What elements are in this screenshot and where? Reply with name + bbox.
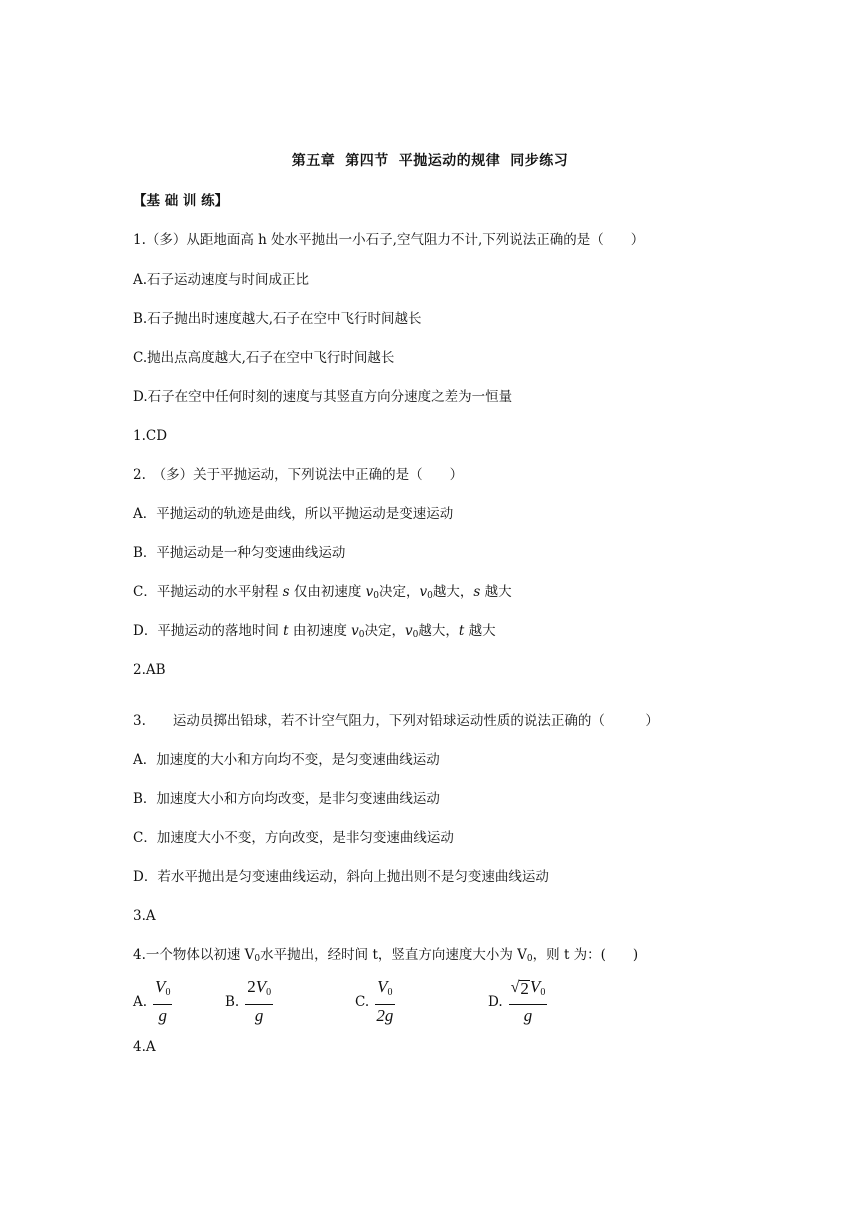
kind-label: 同步练习 [510,153,569,169]
q3-option-c: C．加速度大小不变，方向改变，是非匀变速曲线运动 [133,830,454,846]
q4-option-c-fraction [375,977,394,1027]
q2-option-c [133,583,512,605]
q2-option-d [133,622,496,644]
q1-option-d: D.石子在空中任何时刻的速度与其竖直方向分速度之差为一恒量 [133,389,513,405]
q4-stem-sub-2: 0 [526,954,533,964]
q2-d-sub: 0 [358,630,365,640]
q4-option-a-fraction [153,977,172,1027]
q4-option-b-label: B. [225,994,240,1010]
q2-c-text-5: 越大 [480,584,512,600]
q4-option-b [225,976,273,1028]
q2-c-var-s: s [282,584,290,600]
q2-c-text-3: 决定， [379,584,420,600]
q4-c-den: 2g [376,1006,394,1025]
q4-option-d-label: D. [488,994,503,1010]
q1-answer: 1.CD [133,428,168,444]
q2-c-var-v: v [365,584,374,600]
q4-option-d [488,976,547,1028]
q4-a-num-sub: 0 [165,987,171,998]
chapter-label: 第五章 [291,153,336,169]
q4-stem [133,946,638,968]
q2-d-sub2: 0 [412,630,419,640]
q2-c-sub2: 0 [427,591,433,601]
q3-option-d: D．若水平抛出是匀变速曲线运动，斜向上抛出则不是匀变速曲线运动 [133,869,549,885]
q2-c-sub: 0 [373,591,380,601]
q4-option-c [355,976,395,1028]
q4-option-a [133,976,172,1028]
q4-b-den: g [254,1006,264,1025]
q4-c-num-sub: 0 [387,987,393,998]
q4-option-b-fraction [245,977,273,1027]
q4-a-den: g [158,1006,167,1025]
q4-answer: 4.A [133,1039,156,1055]
q2-d-var-v2: v [405,623,413,639]
q4-d-num-sub: 0 [540,987,546,998]
q3-option-b: B．加速度大小和方向均改变，是非匀变速曲线运动 [133,791,440,807]
q3-answer: 3.A [133,908,156,924]
q4-d-den: g [523,1006,533,1025]
q2-d-text-1: D．平抛运动的落地时间 [133,623,284,639]
q4-b-coef: 2 [247,977,256,996]
page-title [0,150,860,170]
q2-c-text-1: C．平抛运动的水平射程 [133,584,283,600]
q4-stem-text-2: 水平抛出，经时间 t，竖直方向速度大小为 V [260,947,527,963]
q4-option-d-fraction [509,977,548,1027]
q2-d-text-2: 由初速度 [288,623,352,639]
q1-option-a: A.石子运动速度与时间成正比 [133,272,310,288]
q2-c-var-v2: v [419,584,428,600]
q4-options [133,976,693,1028]
q2-d-var-t: t [283,623,289,639]
section-heading: 【基 础 训 练】 [133,193,229,209]
q4-d-radicand: 2 [520,979,529,998]
section-label: 第四节 [345,153,389,169]
q1-option-c: C.抛出点高度越大,石子在空中飞行时间越长 [133,350,395,366]
sqrt-symbol: √ 2 [510,979,529,998]
q4-b-num-sub: 0 [266,987,272,998]
q2-d-text-5: 越大 [464,623,496,639]
q4-stem-text-3: ，则 t 为：( ) [532,947,639,963]
topic-label: 平抛运动的规律 [398,153,501,169]
q2-option-b: B．平抛运动是一种匀变速曲线运动 [133,545,346,561]
q2-d-text-3: 决定， [364,623,406,639]
q1-stem: 1.（多）从距地面高 h 处水平抛出一小石子,空气阻力不计,下列说法正确的是（ ） [133,232,645,248]
q2-d-text-4: 越大， [418,623,459,639]
q4-stem-sub-1: 0 [254,954,261,964]
q4-d-num: V [529,977,541,996]
q2-c-var-s2: s [473,584,481,600]
q3-stem: 3. 运动员掷出铅球，若不计空气阻力，下列对铅球运动性质的说法正确的（ ） [133,713,659,729]
q2-c-text-2: 仅由初速度 [289,584,366,600]
q2-option-a: A．平抛运动的轨迹是曲线，所以平抛运动是变速运动 [133,506,454,522]
q2-answer: 2.AB [133,662,166,678]
q4-option-a-label: A. [133,994,148,1010]
q4-c-num: V [377,977,388,996]
q4-b-num: V [255,977,267,996]
q1-option-b: B.石子抛出时速度越大,石子在空中飞行时间越长 [133,311,422,327]
q4-a-num: V [155,977,166,996]
q2-d-var-t2: t [458,623,465,639]
q4-option-c-label: C. [355,994,370,1010]
q2-stem: 2. （多）关于平抛运动，下列说法中正确的是（ ） [133,467,464,483]
q2-c-text-4: 越大， [432,584,474,600]
q3-option-a: A．加速度的大小和方向均不变，是匀变速曲线运动 [133,752,440,768]
q2-d-var-v: v [351,623,359,639]
q4-stem-text-1: 4.一个物体以初速 V [133,947,255,963]
